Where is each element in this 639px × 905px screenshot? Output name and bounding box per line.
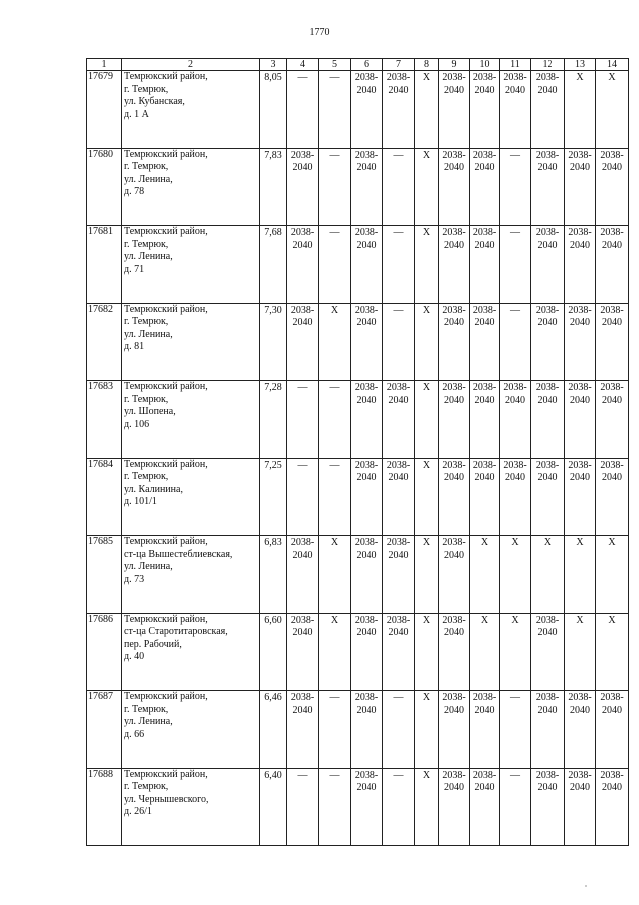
record-number: 17685 bbox=[87, 536, 122, 614]
period-cell-col-12: 2038- 2040 bbox=[531, 303, 565, 381]
period-cell-col-4: — bbox=[287, 381, 319, 459]
record-number: 17680 bbox=[87, 148, 122, 226]
period-cell-col-11: — bbox=[500, 148, 531, 226]
period-cell-col-9: 2038- 2040 bbox=[439, 148, 470, 226]
period-cell-col-5: — bbox=[319, 148, 351, 226]
period-cell-col-6: 2038- 2040 bbox=[351, 691, 383, 769]
period-cell-col-5: Х bbox=[319, 536, 351, 614]
period-cell-col-6: 2038- 2040 bbox=[351, 768, 383, 846]
table-row bbox=[87, 768, 629, 846]
period-cell-col-4: 2038- 2040 bbox=[287, 536, 319, 614]
period-cell-col-14: 2038- 2040 bbox=[596, 458, 629, 536]
period-cell-col-12: 2038- 2040 bbox=[531, 381, 565, 459]
period-cell-col-7: 2038- 2040 bbox=[383, 71, 415, 149]
period-cell-col-7: 2038- 2040 bbox=[383, 536, 415, 614]
period-cell-col-10: 2038- 2040 bbox=[470, 458, 500, 536]
table-row bbox=[87, 458, 629, 536]
period-cell-col-6: 2038- 2040 bbox=[351, 226, 383, 304]
period-cell-col-9: 2038- 2040 bbox=[439, 458, 470, 536]
record-number: 17688 bbox=[87, 768, 122, 846]
period-cell-col-12: 2038- 2040 bbox=[531, 148, 565, 226]
period-cell-col-12: 2038- 2040 bbox=[531, 71, 565, 149]
column-header-9: 9 bbox=[439, 59, 470, 71]
column-header-7: 7 bbox=[383, 59, 415, 71]
period-cell-col-9: 2038- 2040 bbox=[439, 226, 470, 304]
address-cell: Темрюкский район, г. Темрюк, ул. Ленина, д. 81 bbox=[122, 303, 260, 381]
period-cell-col-6: 2038- 2040 bbox=[351, 148, 383, 226]
period-cell-col-9: 2038- 2040 bbox=[439, 613, 470, 691]
table-row bbox=[87, 536, 629, 614]
column-header-10: 10 bbox=[470, 59, 500, 71]
period-cell-col-8: Х bbox=[415, 458, 439, 536]
column-header-13: 13 bbox=[565, 59, 596, 71]
period-cell-col-11: Х bbox=[500, 613, 531, 691]
table-row bbox=[87, 71, 629, 149]
period-cell-col-13: 2038- 2040 bbox=[565, 691, 596, 769]
value-cell: 8,05 bbox=[260, 71, 287, 149]
table-row bbox=[87, 303, 629, 381]
period-cell-col-12: 2038- 2040 bbox=[531, 458, 565, 536]
period-cell-col-7: — bbox=[383, 691, 415, 769]
value-cell: 6,46 bbox=[260, 691, 287, 769]
period-cell-col-13: 2038- 2040 bbox=[565, 226, 596, 304]
address-cell: Темрюкский район, г. Темрюк, ул. Ленина, д. 78 bbox=[122, 148, 260, 226]
period-cell-col-8: Х bbox=[415, 613, 439, 691]
period-cell-col-4: 2038- 2040 bbox=[287, 303, 319, 381]
period-cell-col-10: Х bbox=[470, 536, 500, 614]
address-cell: Темрюкский район, г. Темрюк, ул. Чернышевского, д. 26/1 bbox=[122, 768, 260, 846]
period-cell-col-7: 2038- 2040 bbox=[383, 381, 415, 459]
period-cell-col-13: Х bbox=[565, 613, 596, 691]
period-cell-col-8: Х bbox=[415, 536, 439, 614]
record-number: 17686 bbox=[87, 613, 122, 691]
value-cell: 7,28 bbox=[260, 381, 287, 459]
period-cell-col-9: 2038- 2040 bbox=[439, 536, 470, 614]
period-cell-col-6: 2038- 2040 bbox=[351, 536, 383, 614]
period-cell-col-14: Х bbox=[596, 536, 629, 614]
column-header-6: 6 bbox=[351, 59, 383, 71]
scan-artifact bbox=[585, 885, 587, 887]
period-cell-col-12: Х bbox=[531, 536, 565, 614]
period-cell-col-7: — bbox=[383, 768, 415, 846]
period-cell-col-9: 2038- 2040 bbox=[439, 691, 470, 769]
column-header-2: 2 bbox=[122, 59, 260, 71]
table-row bbox=[87, 613, 629, 691]
period-cell-col-14: Х bbox=[596, 71, 629, 149]
value-cell: 6,83 bbox=[260, 536, 287, 614]
address-cell: Темрюкский район, ст-ца Вышестеблиевская, ул. Ленина, д. 73 bbox=[122, 536, 260, 614]
period-cell-col-4: 2038- 2040 bbox=[287, 613, 319, 691]
address-cell: Темрюкский район, ст-ца Старотитаровская, пер. Рабочий, д. 40 bbox=[122, 613, 260, 691]
column-header-14: 14 bbox=[596, 59, 629, 71]
period-cell-col-6: 2038- 2040 bbox=[351, 71, 383, 149]
period-cell-col-14: 2038- 2040 bbox=[596, 148, 629, 226]
period-cell-col-5: Х bbox=[319, 303, 351, 381]
period-cell-col-14: 2038- 2040 bbox=[596, 226, 629, 304]
period-cell-col-7: 2038- 2040 bbox=[383, 613, 415, 691]
period-cell-col-13: 2038- 2040 bbox=[565, 148, 596, 226]
address-cell: Темрюкский район, г. Темрюк, ул. Калинина, д. 101/1 bbox=[122, 458, 260, 536]
period-cell-col-8: Х bbox=[415, 381, 439, 459]
period-cell-col-13: 2038- 2040 bbox=[565, 458, 596, 536]
period-cell-col-5: — bbox=[319, 381, 351, 459]
period-cell-col-5: — bbox=[319, 768, 351, 846]
period-cell-col-9: 2038- 2040 bbox=[439, 71, 470, 149]
period-cell-col-6: 2038- 2040 bbox=[351, 381, 383, 459]
period-cell-col-7: — bbox=[383, 148, 415, 226]
period-cell-col-8: Х bbox=[415, 691, 439, 769]
period-cell-col-11: — bbox=[500, 768, 531, 846]
period-cell-col-4: 2038- 2040 bbox=[287, 226, 319, 304]
period-cell-col-11: 2038- 2040 bbox=[500, 381, 531, 459]
period-cell-col-4: — bbox=[287, 458, 319, 536]
column-header-4: 4 bbox=[287, 59, 319, 71]
period-cell-col-11: — bbox=[500, 226, 531, 304]
period-cell-col-5: — bbox=[319, 71, 351, 149]
table-row bbox=[87, 148, 629, 226]
period-cell-col-10: 2038- 2040 bbox=[470, 148, 500, 226]
housing-table bbox=[86, 58, 629, 846]
period-cell-col-12: 2038- 2040 bbox=[531, 768, 565, 846]
column-header-5: 5 bbox=[319, 59, 351, 71]
value-cell: 7,25 bbox=[260, 458, 287, 536]
value-cell: 7,83 bbox=[260, 148, 287, 226]
record-number: 17681 bbox=[87, 226, 122, 304]
period-cell-col-13: 2038- 2040 bbox=[565, 381, 596, 459]
period-cell-col-12: 2038- 2040 bbox=[531, 613, 565, 691]
period-cell-col-11: — bbox=[500, 691, 531, 769]
period-cell-col-11: 2038- 2040 bbox=[500, 458, 531, 536]
period-cell-col-4: 2038- 2040 bbox=[287, 148, 319, 226]
period-cell-col-10: 2038- 2040 bbox=[470, 381, 500, 459]
record-number: 17687 bbox=[87, 691, 122, 769]
period-cell-col-14: Х bbox=[596, 613, 629, 691]
column-header-8: 8 bbox=[415, 59, 439, 71]
period-cell-col-10: 2038- 2040 bbox=[470, 71, 500, 149]
period-cell-col-11: Х bbox=[500, 536, 531, 614]
period-cell-col-5: — bbox=[319, 691, 351, 769]
value-cell: 6,40 bbox=[260, 768, 287, 846]
period-cell-col-13: 2038- 2040 bbox=[565, 303, 596, 381]
table-row bbox=[87, 691, 629, 769]
period-cell-col-11: — bbox=[500, 303, 531, 381]
period-cell-col-7: — bbox=[383, 226, 415, 304]
period-cell-col-8: Х bbox=[415, 226, 439, 304]
column-header-12: 12 bbox=[531, 59, 565, 71]
period-cell-col-8: Х bbox=[415, 303, 439, 381]
period-cell-col-10: 2038- 2040 bbox=[470, 691, 500, 769]
period-cell-col-10: 2038- 2040 bbox=[470, 768, 500, 846]
record-number: 17684 bbox=[87, 458, 122, 536]
period-cell-col-9: 2038- 2040 bbox=[439, 768, 470, 846]
header-row bbox=[87, 59, 629, 71]
period-cell-col-4: 2038- 2040 bbox=[287, 691, 319, 769]
period-cell-col-10: Х bbox=[470, 613, 500, 691]
period-cell-col-10: 2038- 2040 bbox=[470, 303, 500, 381]
period-cell-col-13: 2038- 2040 bbox=[565, 768, 596, 846]
column-header-1: 1 bbox=[87, 59, 122, 71]
period-cell-col-14: 2038- 2040 bbox=[596, 691, 629, 769]
period-cell-col-11: 2038- 2040 bbox=[500, 71, 531, 149]
period-cell-col-6: 2038- 2040 bbox=[351, 303, 383, 381]
period-cell-col-7: — bbox=[383, 303, 415, 381]
page-number: 1770 bbox=[309, 27, 330, 38]
period-cell-col-5: — bbox=[319, 226, 351, 304]
period-cell-col-5: Х bbox=[319, 613, 351, 691]
value-cell: 7,30 bbox=[260, 303, 287, 381]
period-cell-col-6: 2038- 2040 bbox=[351, 613, 383, 691]
period-cell-col-7: 2038- 2040 bbox=[383, 458, 415, 536]
record-number: 17679 bbox=[87, 71, 122, 149]
period-cell-col-4: — bbox=[287, 768, 319, 846]
period-cell-col-14: 2038- 2040 bbox=[596, 303, 629, 381]
period-cell-col-14: 2038- 2040 bbox=[596, 381, 629, 459]
period-cell-col-9: 2038- 2040 bbox=[439, 303, 470, 381]
period-cell-col-5: — bbox=[319, 458, 351, 536]
period-cell-col-4: — bbox=[287, 71, 319, 149]
record-number: 17682 bbox=[87, 303, 122, 381]
period-cell-col-9: 2038- 2040 bbox=[439, 381, 470, 459]
period-cell-col-12: 2038- 2040 bbox=[531, 226, 565, 304]
value-cell: 7,68 bbox=[260, 226, 287, 304]
period-cell-col-13: Х bbox=[565, 536, 596, 614]
period-cell-col-14: 2038- 2040 bbox=[596, 768, 629, 846]
address-cell: Темрюкский район, г. Темрюк, ул. Ленина, д. 71 bbox=[122, 226, 260, 304]
period-cell-col-8: Х bbox=[415, 71, 439, 149]
record-number: 17683 bbox=[87, 381, 122, 459]
table-row bbox=[87, 381, 629, 459]
period-cell-col-10: 2038- 2040 bbox=[470, 226, 500, 304]
address-cell: Темрюкский район, г. Темрюк, ул. Ленина, д. 66 bbox=[122, 691, 260, 769]
period-cell-col-13: Х bbox=[565, 71, 596, 149]
period-cell-col-12: 2038- 2040 bbox=[531, 691, 565, 769]
value-cell: 6,60 bbox=[260, 613, 287, 691]
table-body bbox=[87, 71, 629, 846]
period-cell-col-6: 2038- 2040 bbox=[351, 458, 383, 536]
column-header-11: 11 bbox=[500, 59, 531, 71]
address-cell: Темрюкский район, г. Темрюк, ул. Шопена, д. 106 bbox=[122, 381, 260, 459]
column-header-3: 3 bbox=[260, 59, 287, 71]
period-cell-col-8: Х bbox=[415, 768, 439, 846]
address-cell: Темрюкский район, г. Темрюк, ул. Кубанская, д. 1 А bbox=[122, 71, 260, 149]
period-cell-col-8: Х bbox=[415, 148, 439, 226]
table-row bbox=[87, 226, 629, 304]
